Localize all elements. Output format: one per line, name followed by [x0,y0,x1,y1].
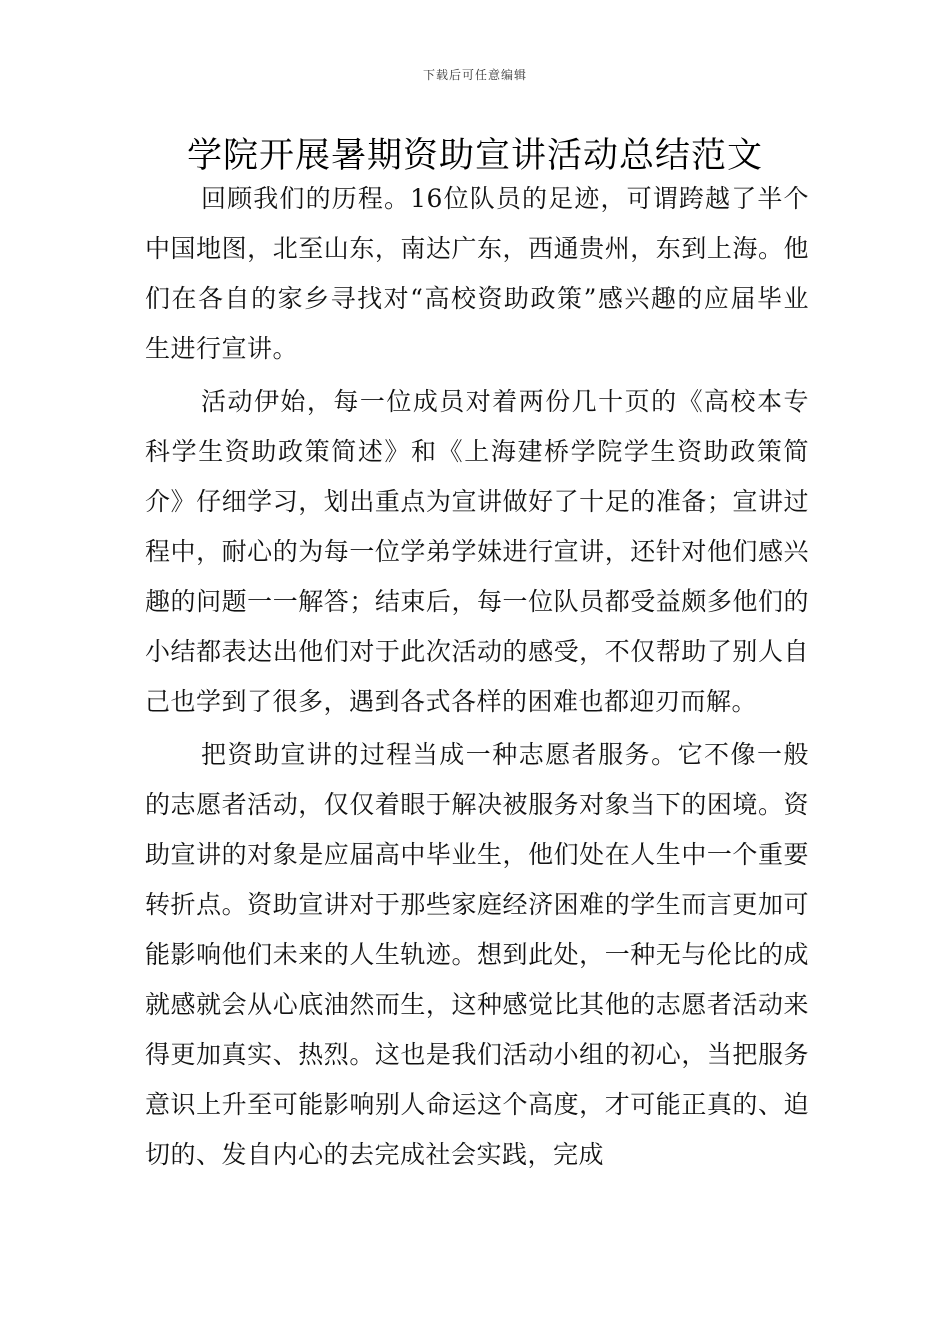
document-title: 学院开展暑期资助宣讲活动总结范文 [186,136,763,176]
document-body [145,174,809,1183]
paragraph-2: 活动伊始，每一位成员对着两份几十页的《高校本专科学生资助政策简述》和《上海建桥学院学生资助政策简介》仔细学习，划出重点为宣讲做好了十足的准备；宣讲过程中，耐心的为每一位学弟学妹进行宣讲，还针对他们感兴趣的问题一一解答；结束后，每一位队员都受益颇多他们的小结都表达出他们对于此次活动的感受，不仅帮助了别人自己也学到了很多，遇到各式各样的困难也都迎刃而解。 [145,387,809,716]
paragraph-1: 回顾我们的历程。16位队员的足迹，可谓跨越了半个中国地图，北至山东，南达广东，西通贵州，东到上海。他们在各自的家乡寻找对“高校资助政策”感兴趣的应届毕业生进行宣讲。 [145,184,809,363]
header-note: 下载后可任意编辑 [422,68,527,82]
paragraph-3: 把资助宣讲的过程当成一种志愿者服务。它不像一般的志愿者活动，仅仅着眼于解决被服务对象当下的困境。资助宣讲的对象是应届高中毕业生，他们处在人生中一个重要转折点。资助宣讲对于那些家庭经济困难的学生而言更加可能影响他们未来的人生轨迹。想到此处，一种无与伦比的成就感就会从心底油然而生，这种感觉比其他的志愿者活动来得更加真实、热烈。这也是我们活动小组的初心，当把服务意识上升至可能影响别人命运这个高度，才可能正真的、迫切的、发自内心的去完成社会实践，完成 [145,740,809,1169]
